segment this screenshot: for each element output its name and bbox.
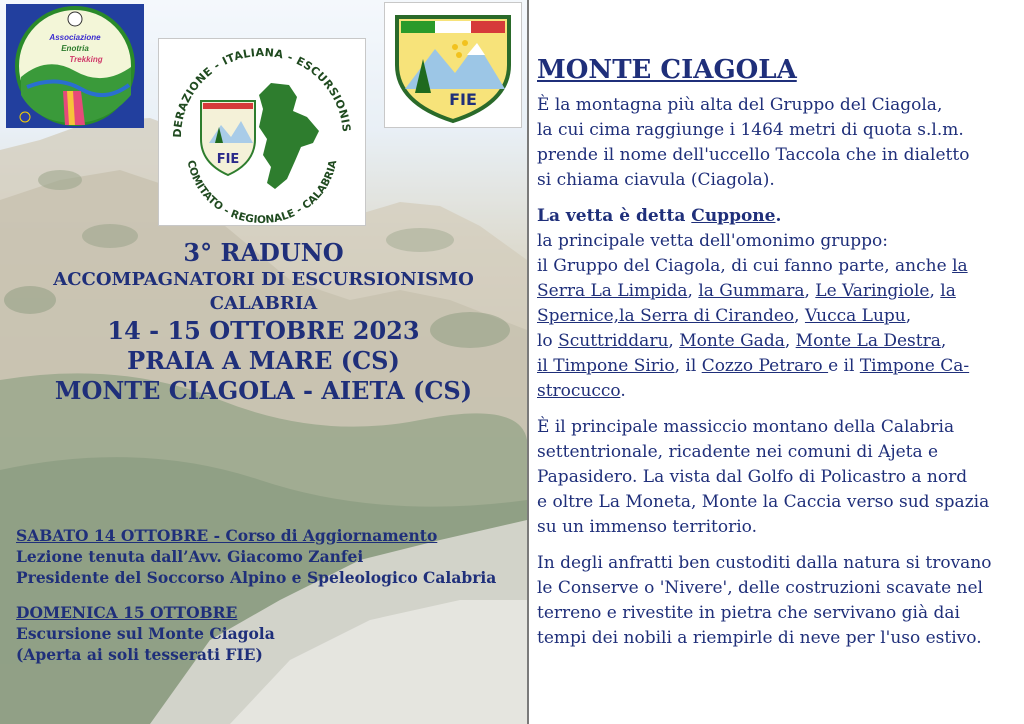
p2-line-5 [537, 329, 1022, 354]
sep: , [929, 281, 941, 301]
p2-line-4 [537, 304, 1022, 329]
p2-lead [537, 204, 1022, 229]
sep: e il [828, 356, 860, 376]
p2-lead-dot: . [775, 206, 782, 226]
event-title: 3° RADUNO [183, 238, 344, 267]
p4-line-1: In degli anfratti ben custoditi dalla natura si trovano [537, 553, 992, 573]
association-logo [6, 4, 144, 128]
sep: , [804, 281, 816, 301]
event-region: CALABRIA [209, 293, 318, 314]
fie-label: FIE [449, 90, 477, 109]
p1-line-1: È la montagna più alta del Gruppo del Ciagola, [537, 95, 943, 115]
association-name-line3: Trekking [69, 55, 103, 64]
sep: , [784, 331, 796, 351]
p1-line-4: si chiama ciavula (Ciagola). [537, 170, 775, 190]
saturday-line-2: Presidente del Soccorso Alpino e Speleologico Calabria [16, 568, 497, 587]
sunday-line-2: (Aperta ai soli tesserati FIE) [16, 645, 263, 664]
association-emblem [7, 5, 143, 127]
p3-line-2: settentrionale, ricadente nei comuni di Ajeta e [537, 442, 939, 462]
event-dates: 14 - 15 OTTOBRE 2023 [107, 316, 420, 345]
federation-ring-text: DERAZIONE - ITALIANA - ESCURSIONIS [170, 45, 353, 138]
link-monte-gada[interactable]: Monte Gada [679, 331, 785, 351]
p3-line-5: su un immenso territorio. [537, 517, 757, 537]
sep: , [687, 281, 699, 301]
link-le-varingiole[interactable]: Le Varingiole [815, 281, 930, 301]
article-title: MONTE CIAGOLA [537, 55, 797, 85]
link-la-serra-a[interactable]: la [952, 256, 968, 276]
sunday-heading: DOMENICA 15 OTTOBRE [16, 603, 238, 622]
p2-line-2 [537, 254, 1022, 279]
article-body [537, 93, 1022, 651]
federation-regional-logo [158, 38, 366, 226]
link-monte-la-destra[interactable]: Monte La Destra [795, 331, 941, 351]
sep: , il [674, 356, 702, 376]
fie-shield-emblem [385, 3, 521, 127]
right-panel [527, 0, 1024, 724]
p4-line-4: tempi dei nobili a riempirle di neve per l'uso estivo. [537, 628, 982, 648]
p2-line-7 [537, 379, 1022, 404]
association-name-line2: Enotria [61, 44, 89, 53]
sep: , [668, 331, 680, 351]
federation-bottom-text: COMITATO - REGIONALE - CALABRIA [184, 159, 340, 225]
p4-line-2: le Conserve o 'Nivere', delle costruzioni scavate nel [537, 578, 983, 598]
link-vucca-lupu[interactable]: Vucca Lupu [804, 306, 906, 326]
p2-line-5-text: lo [537, 331, 559, 351]
saturday-heading: SABATO 14 OTTOBRE - Corso di Aggiornamento [16, 526, 438, 545]
link-scuttriddaru[interactable]: Scuttriddaru [558, 331, 669, 351]
sunday-line-1: Escursione sul Monte Ciagola [16, 624, 275, 643]
p3-line-1: È il principale massiccio montano della Calabria [537, 417, 955, 437]
p2-line-1: la principale vetta dell'omonimo gruppo: [537, 231, 889, 251]
event-title-block [0, 238, 527, 406]
sep: . [620, 381, 626, 401]
federation-fie-label: FIE [216, 152, 240, 167]
sep: , [905, 306, 912, 326]
p3-line-3: Papasidero. La vista dal Golfo di Policastro a nord [537, 467, 968, 487]
link-timpone-sirio[interactable]: il Timpone Sirio [537, 356, 675, 376]
p2-lead-text: La vetta è detta [537, 206, 692, 226]
event-program [16, 525, 521, 665]
link-timpone-castrocucco-b[interactable]: strocucco [537, 381, 621, 401]
p2-line-3 [537, 279, 1022, 304]
link-serra-la-limpida[interactable]: Serra La Limpida [537, 281, 688, 301]
saturday-line-1: Lezione tenuta dall’Avv. Giacomo Zanfei [16, 547, 364, 566]
link-la-spernice-a[interactable]: la [940, 281, 956, 301]
p3-line-4: e oltre La Moneta, Monte la Caccia verso sud spazia [537, 492, 990, 512]
association-name-line1: Associazione [49, 33, 101, 42]
event-location: PRAIA A MARE (CS) [127, 346, 400, 375]
svg-text:COMITATO - REGIONALE - CALABRI [185, 158, 340, 225]
event-subtitle: ACCOMPAGNATORI DI ESCURSIONISMO [53, 269, 474, 290]
p1-line-3: prende il nome dell'uccello Taccola che in dialetto [537, 145, 970, 165]
link-spernice-serra-cirandeo[interactable]: Spernice,la Serra di Cirandeo [537, 306, 795, 326]
p2-line-2-text: il Gruppo del Ciagola, di cui fanno parte, anche [537, 256, 953, 276]
link-la-gummara[interactable]: la Gummara [698, 281, 805, 301]
sep: , [794, 306, 805, 326]
p4-line-3: terreno e rivestite in pietra che servivano già dai [537, 603, 960, 623]
fie-logo [384, 2, 522, 128]
p1-line-2: la cui cima raggiunge i 1464 metri di quota s.l.m. [537, 120, 964, 140]
event-mountain: MONTE CIAGOLA - AIETA (CS) [54, 376, 473, 405]
p2-line-6 [537, 354, 1022, 379]
link-cozzo-petraro[interactable]: Cozzo Petraro [701, 356, 829, 376]
sep: , [940, 331, 947, 351]
link-cuppone[interactable]: Cuppone [691, 206, 776, 226]
federation-emblem [159, 39, 365, 225]
link-timpone-castrocucco-a[interactable]: Timpone Ca- [859, 356, 970, 376]
